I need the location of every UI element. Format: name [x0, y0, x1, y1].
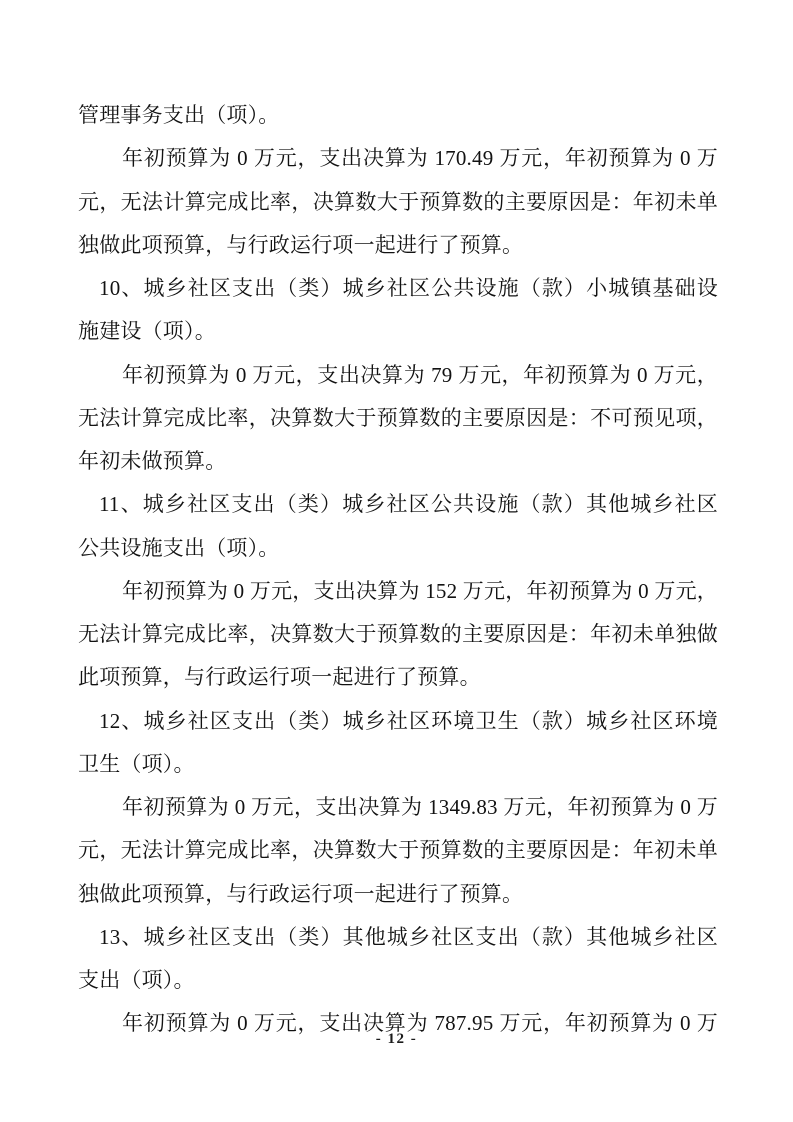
text-line: 无法计算完成比率，决算数大于预算数的主要原因是：年初未单独做 — [78, 622, 718, 646]
text-line: 10、城乡社区支出（类）城乡社区公共设施（款）小城镇基础设 — [99, 276, 718, 300]
text-line: 支出（项）。 — [78, 968, 195, 992]
text-line: 元，无法计算完成比率，决算数大于预算数的主要原因是：年初未单 — [78, 189, 718, 214]
text-line: 年初预算为 0 万元，支出决算为 787.95 万元，年初预算为 0 万 — [122, 1011, 718, 1036]
text-line: 管理事务支出（项）。 — [78, 103, 280, 127]
text-line: 年初未做预算。 — [78, 449, 227, 473]
text-line: 11、城乡社区支出（类）城乡社区公共设施（款）其他城乡社区 — [99, 492, 718, 517]
text-line: 元，无法计算完成比率，决算数大于预算数的主要原因是：年初未单 — [78, 838, 718, 863]
text-line: 13、城乡社区支出（类）其他城乡社区支出（款）其他城乡社区 — [99, 924, 718, 949]
text-line: 年初预算为 0 万元，支出决算为 170.49 万元，年初预算为 0 万 — [122, 146, 718, 171]
text-line: 年初预算为 0 万元，支出决算为 1349.83 万元，年初预算为 0 万 — [122, 795, 718, 819]
text-line: 施建设（项）。 — [78, 319, 216, 344]
text-line: 此项预算，与行政运行项一起进行了预算。 — [78, 665, 481, 690]
text-line: 独做此项预算，与行政运行项一起进行了预算。 — [78, 232, 524, 257]
text-line: 公共设施支出（项）。 — [78, 535, 280, 560]
text-line: 无法计算完成比率，决算数大于预算数的主要原因是：不可预见项， — [78, 405, 718, 430]
text-line: 年初预算为 0 万元，支出决算为 152 万元，年初预算为 0 万元， — [122, 578, 718, 603]
text-line: 12、城乡社区支出（类）城乡社区环境卫生（款）城乡社区环境 — [99, 708, 718, 733]
text-line: 独做此项预算，与行政运行项一起进行了预算。 — [78, 881, 524, 906]
page-number: - 12 - — [375, 1031, 418, 1047]
document-body — [78, 94, 718, 1046]
text-line: 卫生（项）。 — [78, 751, 195, 776]
text-line: 年初预算为 0 万元，支出决算为 79 万元，年初预算为 0 万元， — [122, 362, 718, 387]
